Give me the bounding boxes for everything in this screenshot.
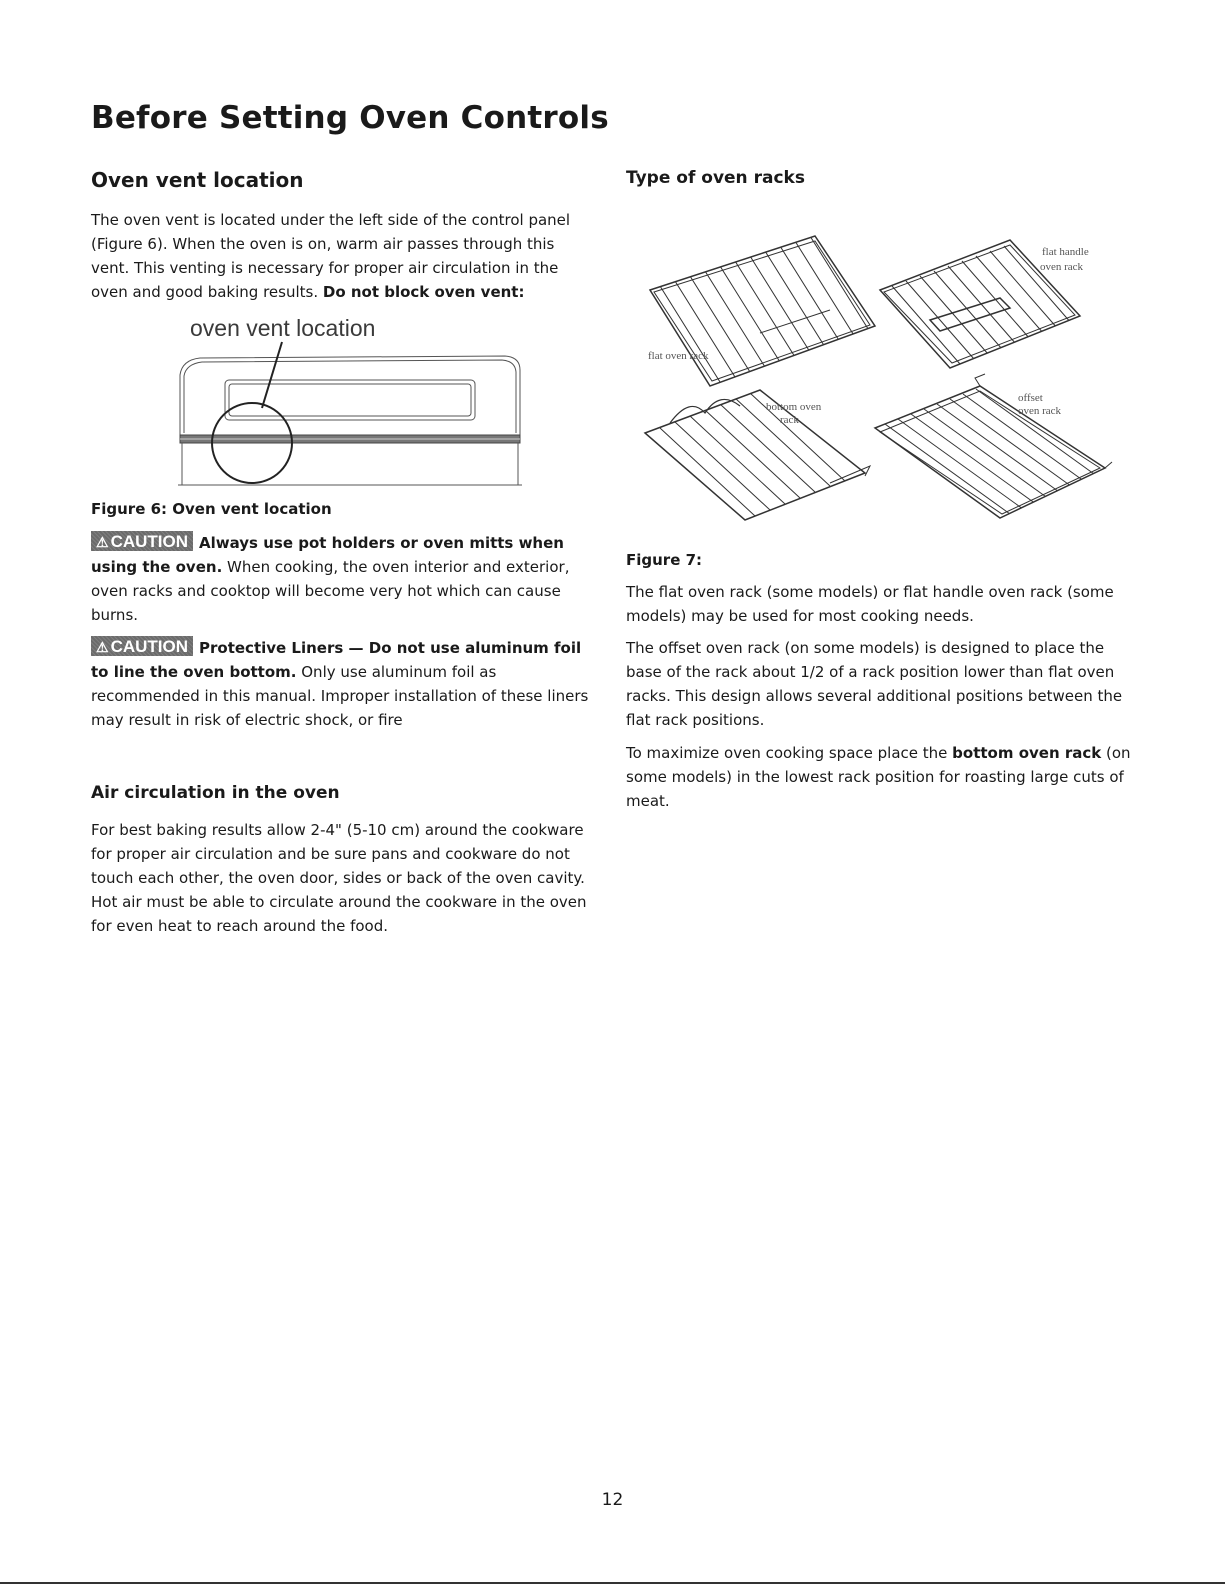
flat-oven-rack (650, 236, 875, 386)
caution-badge-2 (91, 636, 193, 656)
figure-6-caption: Figure 6: Oven vent location (91, 500, 332, 518)
vent-section-heading: Oven vent location (91, 168, 304, 192)
label-flat-oven-rack: flat oven rack (648, 350, 709, 362)
label-bottom-2: rack (780, 414, 799, 426)
racks-paragraph-1: The flat oven rack (some models) or flat handle oven rack (some models) may be used for most cooking needs. (626, 583, 1114, 625)
vent-figure-label: oven vent location (190, 315, 376, 341)
caution-1 (91, 531, 596, 627)
caution-2-text: Only use aluminum foil as recommended in this manual. Improper installation of these liners may result in risk of electric shock, or fire (91, 663, 589, 729)
oven-vent-figure (170, 340, 540, 490)
flat-handle-oven-rack (880, 240, 1080, 368)
oven-racks-figure (630, 228, 1120, 538)
caution-2-bold: Protective Liners — Do not use aluminum foil to line the oven bottom. (91, 639, 582, 681)
air-paragraph: For best baking results allow 2-4" (5-10 cm) around the cookware for proper air circulation and be sure pans and cookware do not touch each other, the oven door, sides or back of the oven cavity. Hot air must be able to circulate around the cookware in the oven for even heat to reach around the food. (91, 821, 587, 935)
vent-paragraph-text: The oven vent is located under the left side of the control panel (Figure 6). When the oven is on, warm air passes through this vent. This venting is necessary for proper air circulation in the oven and good baking results. (91, 211, 571, 301)
racks-paragraph-3 (626, 741, 1131, 813)
caution-badge-1-text: CAUTION (110, 532, 189, 551)
vent-paragraph (91, 208, 596, 304)
page-number: 12 (601, 1490, 624, 1510)
control-panel-outline (180, 356, 520, 435)
air-section-heading: Air circulation in the oven (91, 783, 340, 803)
footer-rule (0, 1582, 1225, 1584)
warning-triangle-icon: ⚠ (96, 534, 109, 550)
bottom-oven-rack (645, 390, 870, 520)
page-title: Before Setting Oven Controls (91, 100, 609, 136)
vent-leader-line (262, 342, 282, 408)
vent-paragraph-warning: Do not block oven vent: (322, 283, 525, 301)
label-offset-2: oven rack (1018, 405, 1062, 417)
label-bottom-1: bottom oven (766, 401, 822, 413)
racks-paragraph-3-b: (on some models) in the lowest rack position for roasting large cuts of meat. (626, 744, 1131, 810)
racks-section-heading: Type of oven racks (626, 168, 805, 188)
racks-paragraph-3-bold: bottom oven rack (952, 744, 1102, 762)
caution-badge-1 (91, 531, 193, 551)
label-flat-handle-1: flat handle (1042, 246, 1089, 258)
racks-paragraph-2: The offset oven rack (on some models) is designed to place the base of the rack about 1/2 of a rack position lower than flat oven racks. This design allows several additional positions between the flat rack positions. (626, 639, 1123, 729)
label-offset-1: offset (1018, 392, 1043, 404)
caution-1-bold: Always use pot holders or oven mitts when using the oven. (91, 534, 564, 576)
caution-2 (91, 636, 596, 732)
figure-7-caption: Figure 7: (626, 551, 703, 569)
warning-triangle-icon: ⚠ (96, 639, 109, 655)
offset-oven-rack (875, 374, 1112, 518)
caution-badge-2-text: CAUTION (110, 637, 189, 656)
label-flat-handle-2: oven rack (1040, 261, 1084, 273)
racks-paragraph-3-a: To maximize oven cooking space place the (626, 744, 953, 762)
caution-1-text: When cooking, the oven interior and exterior, oven racks and cooktop will become very hot which can cause burns. (91, 558, 570, 624)
